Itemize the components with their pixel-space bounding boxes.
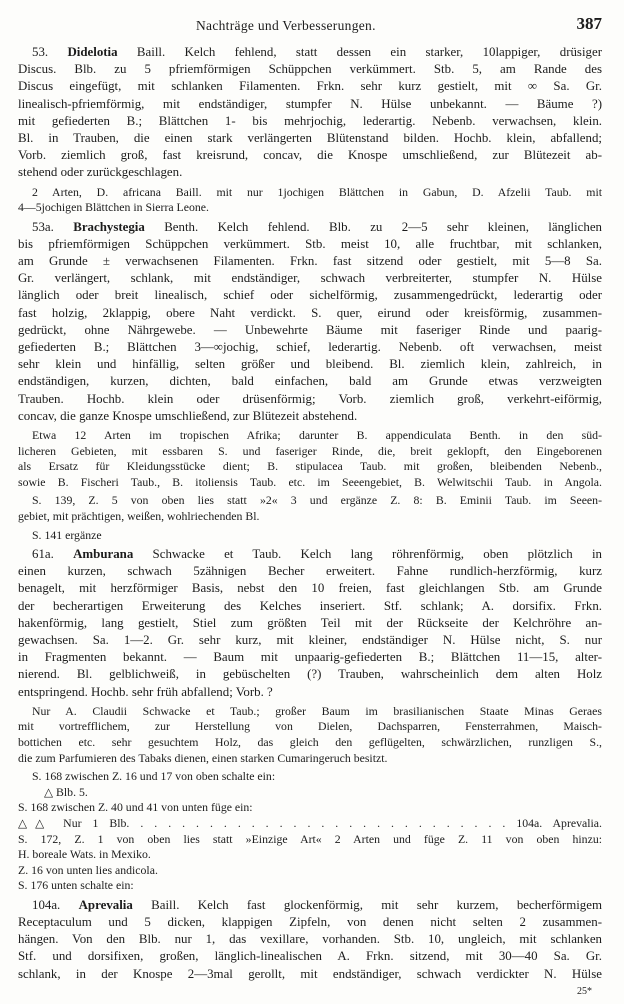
paragraph-aprevalia — [18, 897, 602, 983]
text-line: entspringend. Hochb. sehr früh abfallend; Vorb. ? — [18, 684, 273, 699]
text-line: mit vortrefflichem, zur Herstellung von Dielen, Dachsparren, Fensterrahmen, Maisch- — [18, 719, 602, 734]
text-line: am Grunde ± verwachsenen Filamenten. Frkn. fast sitzend oder gestielt, mit 5—8 Sa. — [18, 254, 602, 269]
text-line: hakenförmig, lang gestielt, Stiel zum größten Teil mit der Rückseite der Kelchröhre an- — [18, 615, 602, 630]
text-line: einen kurzen, schwach 5zähnigen Becher erweitert. Fahne rundlich-herzförmig, kurz — [18, 564, 602, 579]
text-line: 53. Didelotia Baill. Kelch fehlend, statt dessen ein starker, 10lappiger, drüsiger — [32, 45, 602, 59]
text-line: △△ Nur 1 Blb. . . . . . . . . . . . . . . . . . . . . . . . . . . . 104a. Aprevalia. — [18, 815, 602, 830]
sheet-signature: 25* — [577, 986, 592, 997]
page-number: 387 — [576, 14, 602, 33]
running-title: Nachträge und Verbesserungen. — [196, 18, 376, 33]
text-line: S. 139, Z. 5 von oben lies statt »2« 3 und ergänze Z. 8: B. Eminii Taub. im Seeen- — [32, 493, 602, 508]
paragraph-s141 — [18, 528, 602, 544]
text-line: Discus eingefügt, mit schlanken Filamenten. Frkn. sehr kurz gestielt, mit ∞ Sa. Gr. — [18, 79, 602, 94]
text-line: hängen. Von den Blb. nur 1, das vexillare, vorhanden. Stb. 10, ungleich, mit schlanken — [18, 932, 602, 947]
text-line: linealisch-pfriemförmig, mit endständiger, stumpfer N. Hülse unbekannt. — Bäume ?) — [18, 96, 602, 111]
paragraph-brachystegia — [18, 219, 602, 425]
text-line: der becherartigen Erweiterung des Kelches inseriert. Stf. schlank; A. dorsifix. Frkn. — [18, 598, 602, 613]
text-line: bottichen etc. sehr gesuchtem Holz, das gleich den geflügelten, schwärzlichen, runzligen S., — [18, 734, 602, 749]
text-line: gefiederten B.; Blättchen 3—∞jochig, schief, lederartig. Nebenb. oft verwachsen, meist — [18, 340, 602, 354]
text-line: sowie B. Fischeri Taub., B. itoliensis Taub. etc. im Seeengebiet, B. Welwitschii Taub. in Angola. — [18, 474, 602, 489]
text-line: concav, die ganze Knospe umschließend, zur Blütezeit abstehend. — [18, 408, 358, 423]
paragraph-brachystegia-note — [18, 428, 602, 490]
paragraph-corrections — [18, 769, 602, 894]
text-line: gewachsen. Sa. 1—2. Gr. sehr kurz, mit kleiner, endständiger N. Hülse nicht, S. nur — [18, 633, 602, 648]
text-line: △ Blb. 5. — [44, 784, 88, 799]
text-line: Trauben. Hochb. klein oder drüsenförmig; Vorb. ziemlich groß, verkehrt-eiförmig, — [18, 391, 602, 406]
text-line: 104a. Aprevalia Baill. Kelch fast glockenförmig, mit sehr kurzem, becherförmigem — [32, 897, 602, 912]
text-line: mit gefiederten B.; Blättchen 1- bis mehrjochig, lederartig. Nebenb. verwachsen, klein. — [18, 113, 602, 128]
genus-name: Aprevalia — [78, 897, 133, 912]
text-line: länglich oder breit linealisch, schief oder sichelförmig, zusammengedrückt, lederartig oder — [18, 288, 602, 303]
text-line: gebiet, mit prächtigen, weißen, wohlriechenden Bl. — [18, 508, 260, 523]
text-line: S. 141 ergänze — [32, 527, 102, 542]
text-line: schlank, in der Knospe 2—3mal gerollt, mit endständiger, schwach verdickter N. Hülse — [18, 966, 602, 981]
paragraph-s139 — [18, 493, 602, 524]
text-line: als Ersatz für Kleidungsstücke dient; B. stipulacea Taub. mit großen, bleibenden Nebenb., — [18, 459, 602, 474]
text-line: sehr klein und hinfällig, selten größer und bleibend. Bl. ziemlich klein, zahlreich, in — [18, 357, 602, 372]
text-line: die zum Parfumieren des Tabaks dienen, einen starken Cumaringeruch besitzt. — [18, 750, 388, 765]
text-line: H. boreale Wats. in Mexiko. — [18, 847, 151, 862]
text-line: benagelt, mit herzförmiger Basis, nebst den 10 freien, fast gleichlangen Stb. am Grunde — [18, 581, 602, 596]
genus-name: Brachystegia — [73, 219, 145, 234]
text-line: licheren Gebieten, mit essbaren S. und faseriger Rinde, die, breit geklopft, den Eingeborenen — [18, 443, 602, 458]
paragraph-didelotia — [18, 44, 602, 182]
text-line: 53a. Brachystegia Benth. Kelch fehlend. Blb. zu 2—5 sehr kleinen, länglichen — [32, 219, 602, 234]
paragraph-amburana — [18, 546, 602, 701]
text-line: Z. 16 von unten lies andicola. — [18, 862, 158, 877]
paragraph-amburana-note — [18, 704, 602, 766]
text-line: Etwa 12 Arten im tropischen Afrika; darunter B. appendiculata Benth. in den süd- — [32, 427, 602, 442]
paragraph-didelotia-note — [18, 185, 602, 216]
text-line: Gr. verlängert, schlank, mit endständiger, schwach verbreiterter, stumpfer N. Hülse — [18, 271, 602, 286]
text-line: Discus. Blb. zu 5 pfriemförmigen Schüppchen verkümmert. Stb. 5, am Rande des — [18, 62, 602, 77]
text-line: Bl. in Trauben, die einen stark verlängerten Blütenstand bilden. Hochb. klein, abfallend; — [18, 130, 602, 145]
text-line: Nur A. Claudii Schwacke et Taub.; großer Baum im brasilianischen Staate Minas Geraes — [32, 703, 602, 718]
text-line: Vorb. ziemlich groß, fast kreisrund, concav, die Knospe umschließend, zur Blütezeit ab- — [18, 148, 602, 163]
paragraph-gap — [18, 983, 602, 986]
text-line: S. 168 zwischen Z. 16 und 17 von oben schalte ein: — [32, 769, 276, 784]
text-line: 4—5jochigen Blättchen in Sierra Leone. — [18, 200, 209, 215]
text-line: Receptaculum und 5 dicken, klappigen Zipfeln, von denen nicht selten 2 zusammen- — [18, 915, 602, 930]
text-line: S. 176 unten schalte ein: — [18, 878, 134, 893]
text-line: in Fragmenten bekannt. — Baum mit unpaarig-gefiederten B.; Blättchen 11—15, alter- — [18, 650, 602, 665]
text-line: bis pfriemförmigen Schüppchen verkümmert. Stb. meist 10, alle fruchtbar, mit schlanken, — [18, 236, 602, 251]
text-line: 2 Arten, D. africana Baill. mit nur 1jochigen Blättchen in Gabun, D. Afzelii Taub. mit — [32, 184, 602, 199]
text-line: S. 168 zwischen Z. 40 und 41 von unten füge ein: — [18, 800, 253, 815]
text-line: gedrückt, ohne Nährgewebe. — Unbewehrte Bäume mit faseriger Rinde und paarig- — [18, 322, 602, 337]
text-line: fast holzig, 2klappig, obere Naht verdickt. S. quer, eirund oder kreisförmig, zusammen- — [18, 305, 602, 320]
running-header — [0, 10, 624, 36]
genus-name: Amburana — [73, 547, 134, 562]
text-line: Stf. und dorsifixen, großen, länglich-linealischen A. Frkn. sitzend, mit 30—40 Sa. Gr. — [18, 949, 602, 964]
text-line: stehend oder zurückgeschlagen. — [18, 165, 183, 180]
text-line: 61a. Amburana Schwacke et Taub. Kelch lang röhrenförmig, oben plötzlich in — [32, 547, 602, 562]
text-body — [18, 44, 602, 986]
genus-name: Didelotia — [67, 45, 118, 59]
text-line: endständigen, kurzen, dichten, bald einfachen, bald am Grunde etwas verzweigten — [18, 374, 602, 389]
text-line: S. 172, Z. 1 von oben lies statt »Einzige Art« 2 Arten und füge Z. 11 von oben hinzu: — [18, 831, 602, 846]
text-line: nierend. Bl. gelblichweiß, in gebüschelten (?) Trauben, wahrscheinlich dem alten Holz — [18, 667, 602, 682]
